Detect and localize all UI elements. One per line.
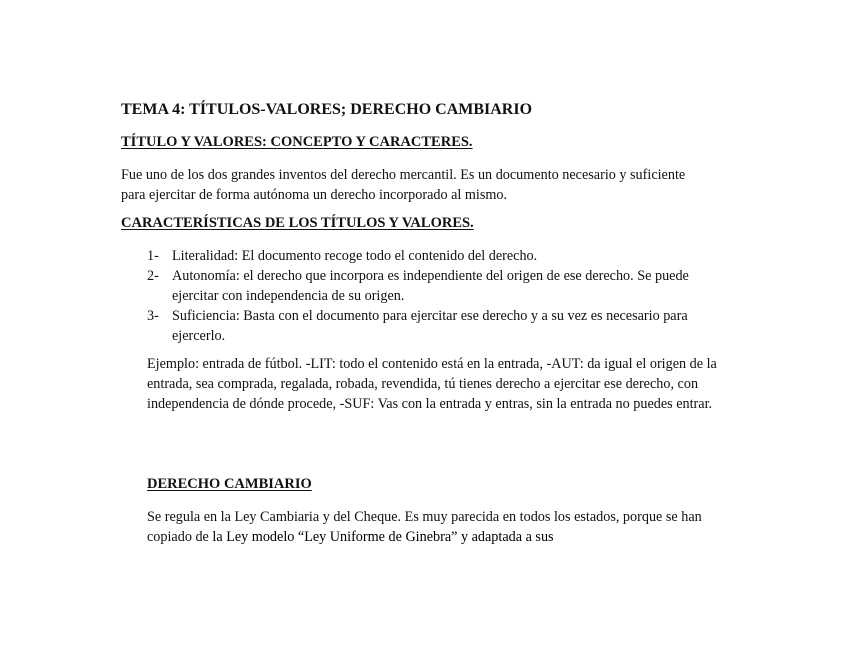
document-title: TEMA 4: TÍTULOS-VALORES; DERECHO CAMBIARIO: [121, 101, 533, 118]
paragraph-derecho-cambiario-part2: la Ley modelo “Ley Uniforme de Ginebra” y adaptada a sus: [208, 529, 554, 545]
list-item: [147, 306, 717, 346]
section-heading-caracteristicas: CARACTERÍSTICAS DE LOS TÍTULOS Y VALORES.: [121, 215, 474, 231]
list-item-number: 1-: [147, 248, 159, 264]
list-item-number: 3-: [147, 308, 159, 324]
list-item-text: Suficiencia: Basta con el documento para ejercitar ese derecho y a su vez es necesario para ejercerlo.: [172, 308, 688, 344]
section-heading-concepto: TÍTULO Y VALORES: CONCEPTO Y CARACTERES.: [121, 134, 473, 150]
list-item: [147, 246, 717, 266]
paragraph-derecho-cambiario: [147, 507, 737, 547]
example-paragraph: Ejemplo: entrada de fútbol. -LIT: todo el contenido está en la entrada, -AUT: da igual el origen de la entrada, sea comprada, regalada, robada, revendida, tú tienes derecho a ejercitar ese derecho, con independencia de dónde procede, -SUF: Vas con la entrada y entras, sin la entrada no puedes entrar.: [147, 356, 717, 412]
paragraph-derecho-cambiario-part1: Se regula en la Ley Cambiaria y del Cheque. Es muy parecida en todos los estados, porque se han copiado de: [147, 509, 702, 545]
caracteristicas-list: [147, 246, 717, 346]
list-item: [147, 266, 717, 306]
paragraph-concepto: Fue uno de los dos grandes inventos del derecho mercantil. Es un documento necesario y suficiente para ejercitar de forma autónoma un derecho incorporado al mismo.: [121, 167, 686, 203]
list-item-text: Autonomía: el derecho que incorpora es independiente del origen de ese derecho. Se puede ejercitar con independencia de su origen.: [172, 268, 689, 304]
list-item-text: Literalidad: El documento recoge todo el contenido del derecho.: [172, 248, 538, 264]
list-item-number: 2-: [147, 268, 159, 284]
section-heading-derecho-cambiario: DERECHO CAMBIARIO: [147, 476, 312, 492]
